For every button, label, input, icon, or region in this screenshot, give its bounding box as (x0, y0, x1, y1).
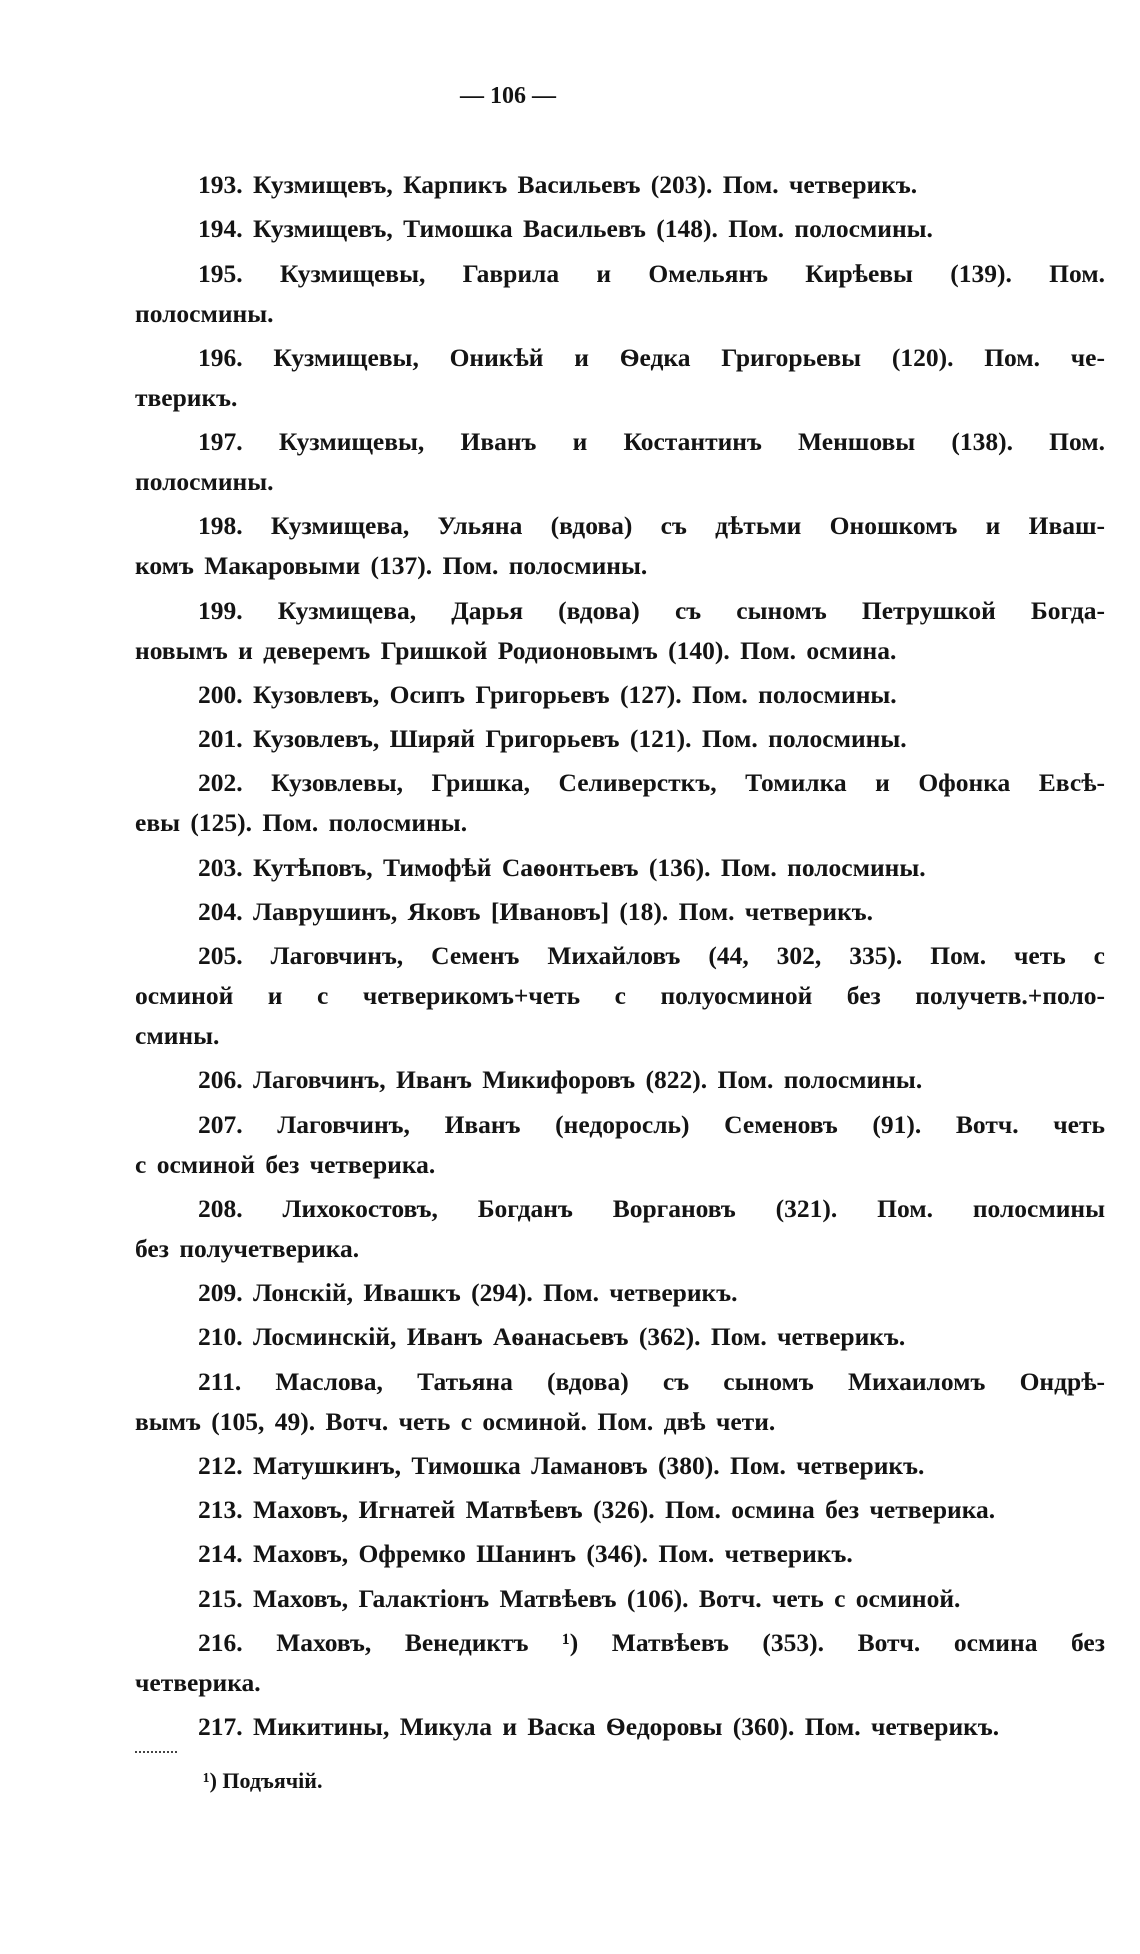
entry-195 (135, 254, 1105, 334)
entry-214 (135, 1534, 1105, 1574)
page-number: — 106 — (460, 83, 556, 109)
footnote-separator (135, 1751, 177, 1753)
entry-217 (135, 1707, 1105, 1747)
entry-continuation-line: смины. (135, 1021, 220, 1050)
entry-216 (135, 1623, 1105, 1703)
entry-first-line: 201. Кузовлевъ, Ширяй Григорьевъ (121). Пом. полосмины. (198, 724, 907, 753)
entry-first-line: 193. Кузмищевъ, Карпикъ Васильевъ (203). Пом. четверикъ. (198, 170, 918, 199)
entry-first-line: 217. Микитины, Микула и Васка Ѳедоровы (360). Пом. четверикъ. (198, 1712, 1000, 1741)
entry-first-line: 211. Маслова, Татьяна (вдова) съ сыномъ Михаиломъ Ондрѣ- (198, 1366, 1105, 1396)
entry-196 (135, 338, 1105, 418)
entry-199 (135, 591, 1105, 671)
text-block (135, 165, 1105, 1798)
entry-213 (135, 1490, 1105, 1530)
entry-204 (135, 892, 1105, 932)
entry-continuation-line: полосмины. (135, 467, 274, 496)
entry-first-line: 214. Маховъ, Офремко Шанинъ (346). Пом. четверикъ. (198, 1539, 853, 1569)
entry-first-line: 205. Лаговчинъ, Семенъ Михайловъ (44, 302, 335). Пом. четь с (198, 941, 1105, 970)
entry-continuation-line: евы (125). Пом. полосмины. (135, 808, 468, 838)
entry-198 (135, 506, 1105, 586)
entry-215 (135, 1579, 1105, 1619)
entry-first-line: 213. Маховъ, Игнатей Матвѣевъ (326). Пом. осмина без четверика. (198, 1495, 996, 1524)
entry-212 (135, 1446, 1105, 1486)
entries-list (135, 165, 1105, 1747)
entry-first-line: 203. Кутѣповъ, Тимофѣй Саѳонтьевъ (136). Пом. полосмины. (198, 852, 926, 882)
entry-first-line: 202. Кузовлевы, Гришка, Селиверсткъ, Томилка и Офонка Евсѣ- (198, 768, 1105, 798)
footnote: ¹) Подъячій. (203, 1768, 323, 1794)
entry-first-line: 199. Кузмищева, Дарья (вдова) съ сыномъ Петрушкой Богда- (198, 595, 1105, 625)
entry-first-line: 208. Лихокостовъ, Богданъ Воргановъ (321). Пом. полосмины (198, 1193, 1105, 1223)
entry-193 (135, 165, 1105, 205)
entry-210 (135, 1317, 1105, 1357)
entry-202 (135, 763, 1105, 843)
entry-first-line: 216. Маховъ, Венедиктъ ¹) Матвѣевъ (353). Вотч. осмина без (198, 1627, 1105, 1657)
entry-first-line: 206. Лаговчинъ, Иванъ Микифоровъ (822). Пом. полосмины. (198, 1065, 923, 1095)
entry-continuation-line: полосмины. (135, 298, 274, 328)
entry-205 (135, 936, 1105, 1056)
entry-continuation-line: четверика. (135, 1667, 261, 1697)
entry-first-line: 200. Кузовлевъ, Осипъ Григорьевъ (127). Пом. полосмины. (198, 679, 897, 709)
entry-continuation-line: осминой и с четверикомъ+четь с полуосминой без получетв.+поло- (135, 981, 1105, 1010)
entry-first-line: 210. Лосминскій, Иванъ Аѳанасьевъ (362). Пом. четверикъ. (198, 1322, 906, 1352)
entry-206 (135, 1060, 1105, 1100)
entry-first-line: 197. Кузмищевы, Иванъ и Костантинъ Меншовы (138). Пом. (198, 427, 1105, 456)
entry-201 (135, 719, 1105, 759)
entry-209 (135, 1273, 1105, 1313)
entry-first-line: 194. Кузмищевъ, Тимошка Васильевъ (148). Пом. полосмины. (198, 214, 933, 244)
entry-continuation-line: с осминой без четверика. (135, 1149, 436, 1179)
entry-first-line: 215. Маховъ, Галактіонъ Матвѣевъ (106). Вотч. четь с осминой. (198, 1583, 961, 1613)
entry-first-line: 195. Кузмищевы, Гаврила и Омельянъ Кирѣевы (139). Пом. (198, 258, 1105, 288)
entry-first-line: 196. Кузмищевы, Оникѣй и Ѳедка Григорьевы (120). Пом. че- (198, 342, 1105, 372)
entry-first-line: 207. Лаговчинъ, Иванъ (недоросль) Семеновъ (91). Вотч. четь (198, 1109, 1105, 1139)
entry-first-line: 204. Лаврушинъ, Яковъ [Ивановъ] (18). Пом. четверикъ. (198, 896, 874, 926)
entry-197 (135, 422, 1105, 502)
entry-203 (135, 848, 1105, 888)
entry-208 (135, 1189, 1105, 1269)
entry-continuation-line: вымъ (105, 49). Вотч. четь с осминой. Пом. двѣ чети. (135, 1406, 776, 1436)
entry-continuation-line: комъ Макаровыми (137). Пом. полосмины. (135, 551, 648, 581)
entry-first-line: 212. Матушкинъ, Тимошка Ламановъ (380). Пом. четверикъ. (198, 1450, 925, 1480)
entry-continuation-line: без получетверика. (135, 1233, 360, 1263)
entry-first-line: 209. Лонскій, Ивашкъ (294). Пом. четверикъ. (198, 1278, 738, 1307)
entry-200 (135, 675, 1105, 715)
entry-continuation-line: тверикъ. (135, 382, 238, 412)
entry-194 (135, 209, 1105, 249)
entry-continuation-line: новымъ и деверемъ Гришкой Родионовымъ (140). Пом. осмина. (135, 635, 897, 665)
entry-first-line: 198. Кузмищева, Ульяна (вдова) съ дѣтьми Оношкомъ и Иваш- (198, 511, 1105, 541)
entry-207 (135, 1105, 1105, 1185)
entry-211 (135, 1362, 1105, 1442)
